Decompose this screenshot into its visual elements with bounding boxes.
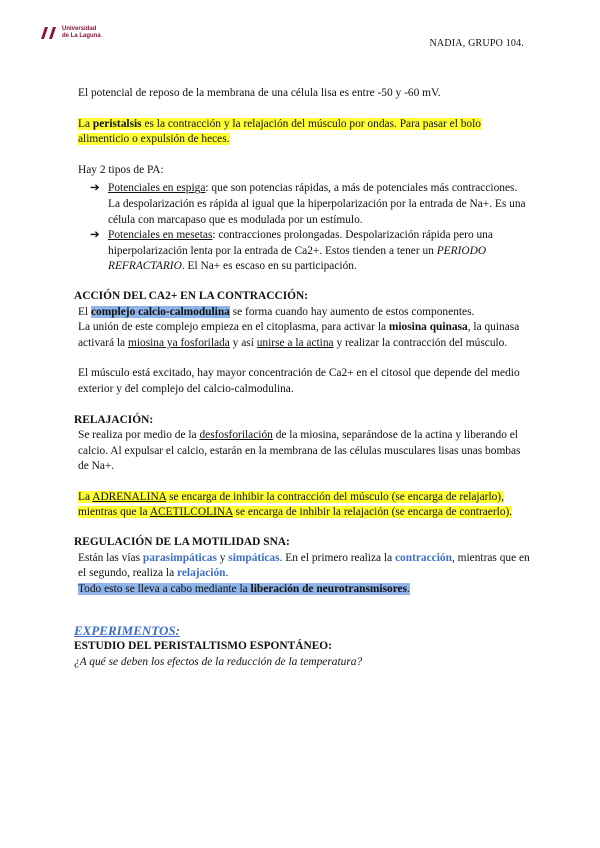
arrow-bullet-icon: ➔ <box>90 229 100 242</box>
italic-term: PERIODO REFRACTARIO <box>108 244 487 273</box>
university-logo <box>40 26 101 40</box>
term-highlight: complejo calcio-calmodulina <box>90 305 230 318</box>
experiment-question: ¿A qué se deben los efectos de la reducción de la temperatura? <box>74 655 363 668</box>
term-peristalsis: peristalsis <box>92 117 142 130</box>
term: desfosforilación <box>199 429 273 442</box>
header-author: NADIA, GRUPO 104. <box>429 38 524 49</box>
text: es la contracción y la relajación del músculo por ondas. Para pasar el bolo alimenticio o expulsión de heces. <box>78 117 481 146</box>
text: : que son potencias rápidas, a más de potenciales más contracciones. La despolarización es rápida al igual que la hiperpolarización por la entrada de Na+. Es una célula con marcapaso que es modulada por un estímulo. <box>108 182 526 226</box>
logo-text <box>62 26 101 40</box>
section-title: ACCIÓN DEL CA2+ EN LA CONTRACCIÓN: <box>74 289 309 302</box>
list-item <box>84 181 530 228</box>
term: simpáticas <box>228 551 280 564</box>
term: miosina quinasa <box>388 321 468 334</box>
paragraph: Todo esto se lleva a cabo mediante la liberación de neurotransmisores. <box>78 582 410 595</box>
text: . El Na+ es escaso en su participación. <box>181 260 357 273</box>
text: : contracciones prolongadas. Despolarización rápida pero una hiperpolarización lenta por la entrada de Ca2+. Estos tienden a tener un <box>108 229 493 257</box>
term: ACETILCOLINA <box>149 506 233 519</box>
paragraph: Están las vías parasimpáticas y simpáticas. En el primero realiza la contracción, mientras que en el segundo, realiza la relajación. <box>78 551 530 580</box>
term: contracción <box>395 551 452 564</box>
term: unirse a la actina <box>256 336 334 349</box>
pa-list <box>74 181 530 275</box>
paragraph: La unión de este complejo empieza en el citoplasma, para activar la miosina quinasa, la quinasa activará la miosina ya fosforilada y así unirse a la actina y realizar la contracción del músculo. <box>78 321 520 349</box>
adrenaline-paragraph: La ADRENALINA se encarga de inhibir la contracción del músculo (se encarga de relajarlo), mientras que la ACETILCOLINA se encarga de inhibir la relajación (se encarga de contraerlo). <box>78 490 513 519</box>
section-title: REGULACIÓN DE LA MOTILIDAD SNA: <box>74 536 290 549</box>
term: parasimpáticas <box>142 551 217 564</box>
paragraph: El complejo calcio-calmodulina se forma cuando hay aumento de estos componentes. <box>78 305 475 318</box>
logo-mark-icon <box>40 26 58 40</box>
pa-intro: Hay 2 tipos de PA: <box>78 163 164 176</box>
arrow-bullet-icon: ➔ <box>90 182 100 195</box>
paragraph: El músculo está excitado, hay mayor concentración de Ca2+ en el citosol que depende del medio exterior y del complejo del calcio-calmodulina. <box>78 367 520 395</box>
logo-line-1: Universidad <box>62 26 97 32</box>
resting-potential-paragraph: El potencial de reposo de la membrana de una célula lisa es entre -50 y -60 mV. <box>78 87 441 99</box>
experiments-heading: EXPERIMENTOS: <box>74 623 180 639</box>
term: miosina ya fosforilada <box>127 336 230 349</box>
section-title: RELAJACIÓN: <box>74 413 154 426</box>
term: Potenciales en mesetas <box>108 229 213 242</box>
document-body <box>74 86 530 670</box>
experiment-subtitle: ESTUDIO DEL PERISTALTISMO ESPONTÁNEO: <box>74 640 332 653</box>
term: Potenciales en espiga <box>108 182 206 195</box>
peristalsis-paragraph <box>74 117 530 148</box>
term: relajación <box>177 567 226 580</box>
term: ADRENALINA <box>92 490 167 503</box>
text: La <box>78 117 93 130</box>
logo-line-2: de La Laguna <box>62 33 101 39</box>
paragraph: Se realiza por medio de la desfosforilación de la miosina, separándose de la actina y liberando el calcio. Al expulsar el calcio, estarán en la membrana de las células musculares lisas unas bombas de Na+. <box>78 429 521 473</box>
term: liberación de neurotransmisores <box>250 582 408 595</box>
list-item <box>84 228 530 275</box>
